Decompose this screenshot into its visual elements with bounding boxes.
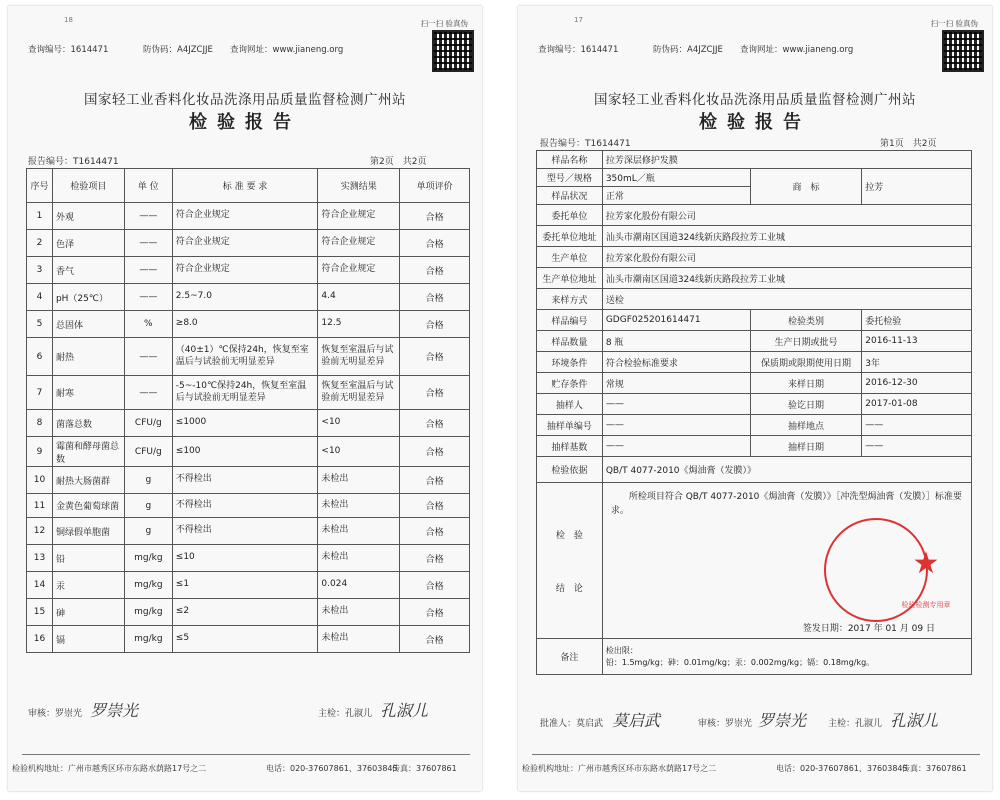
row-index-cell: 12	[27, 518, 53, 545]
unit-cell: mg/kg	[124, 572, 172, 599]
sampler-value: ——	[602, 394, 750, 415]
row-index-cell: 6	[27, 338, 53, 376]
maker-address-label: 生产单位地址	[537, 268, 603, 289]
table-row	[27, 572, 470, 599]
row-index-cell: 10	[27, 467, 53, 494]
sheet-number: 17	[574, 16, 583, 24]
measured-result-cell: 未检出	[318, 467, 400, 494]
sample-place-label: 抽样地点	[750, 415, 862, 436]
query-url: 查询网址：www.jianeng.org	[740, 45, 854, 55]
row-index-cell: 2	[27, 230, 53, 257]
sheet-number: 18	[64, 16, 73, 24]
col-header: 序号	[27, 169, 53, 203]
qr-code-icon[interactable]	[432, 30, 474, 72]
inspector-label: 主检：孔淑儿	[318, 709, 373, 719]
table-row	[27, 230, 470, 257]
col-header: 单项评价	[400, 169, 470, 203]
evaluation-cell: 合格	[400, 437, 470, 467]
measured-result-cell: 恢复至室温后与试验前无明显差异	[318, 376, 400, 410]
sampler-label: 抽样人	[537, 394, 603, 415]
sample-place-value: ——	[862, 415, 972, 436]
query-number: 查询编号：1614471	[28, 45, 109, 55]
col-header: 单 位	[124, 169, 172, 203]
evaluation-cell: 合格	[400, 599, 470, 626]
unit-cell: ——	[124, 338, 172, 376]
page-info: 第1页 共2页	[880, 139, 937, 149]
maker-value: 拉芳家化股份有限公司	[602, 247, 971, 268]
row-index-cell: 13	[27, 545, 53, 572]
arrive-label: 来样日期	[750, 373, 862, 394]
qr-code-icon[interactable]	[942, 30, 984, 72]
standard-requirement-cell: 符合企业规定	[172, 230, 318, 257]
standard-requirement-cell: （40±1）℃保持24h，恢复至室温后与试验前无明显差异	[172, 338, 318, 376]
measured-result-cell: 符合企业规定	[318, 257, 400, 284]
sample-code-value: ——	[602, 415, 750, 436]
unit-cell: g	[124, 494, 172, 518]
remarks-line-2: 铅：1.5mg/kg；砷：0.01mg/kg；汞：0.002mg/kg；镉：0.18mg/kg。	[605, 657, 875, 667]
table-row	[27, 257, 470, 284]
evaluation-cell: 合格	[400, 230, 470, 257]
prod-date-label: 生产日期或批号	[750, 331, 862, 352]
test-item-cell: 霉菌和酵母菌总数	[52, 437, 124, 467]
sampling-method-value: 送检	[602, 289, 971, 310]
trademark-label: 商 标	[750, 169, 862, 205]
table-row	[27, 284, 470, 311]
evaluation-cell: 合格	[400, 284, 470, 311]
standard-requirement-cell: -5~-10℃保持24h，恢复至室温后与试验前无明显差异	[172, 376, 318, 410]
table-row	[27, 376, 470, 410]
footer-address: 检验机构地址：广州市越秀区环市东路水荫路17号之二	[12, 764, 207, 773]
report-number: 报告编号：T1614471	[540, 139, 631, 149]
standard-requirement-cell: ≤1000	[172, 410, 318, 437]
report-title: 检验报告	[699, 112, 811, 133]
test-item-cell: 菌落总数	[52, 410, 124, 437]
row-index-cell: 16	[27, 626, 53, 653]
state-label: 样品状况	[537, 187, 603, 205]
verify-value: 2017-01-08	[862, 394, 972, 415]
col-header: 检验项目	[52, 169, 124, 203]
client-address-label: 委托单位地址	[537, 226, 603, 247]
table-row	[27, 311, 470, 338]
standard-requirement-cell: 不得检出	[172, 518, 318, 545]
page-info: 第2页 共2页	[370, 157, 427, 167]
row-index-cell: 3	[27, 257, 53, 284]
quantity-value: 8 瓶	[602, 331, 750, 352]
sample-date-label: 抽样日期	[750, 436, 862, 457]
reviewer-signature: 罗崇光	[758, 711, 807, 730]
footer-divider	[532, 754, 980, 755]
test-item-cell: 外观	[52, 203, 124, 230]
test-item-cell: 色泽	[52, 230, 124, 257]
standard-requirement-cell: 2.5~7.0	[172, 284, 318, 311]
sample-code-label: 抽样单编号	[537, 415, 603, 436]
measured-result-cell: 未检出	[318, 599, 400, 626]
storage-label: 贮存条件	[537, 373, 603, 394]
approver-signature: 莫启武	[612, 711, 661, 730]
test-item-cell: 耐热大肠菌群	[52, 467, 124, 494]
model-label: 型号／规格	[537, 169, 603, 187]
row-index-cell: 1	[27, 203, 53, 230]
standard-requirement-cell: 符合企业规定	[172, 257, 318, 284]
test-item-cell: 铅	[52, 545, 124, 572]
measured-result-cell: 未检出	[318, 545, 400, 572]
shelf-value: 3年	[862, 352, 972, 373]
footer-phone: 电话：020-37607861、37603845	[776, 764, 908, 773]
trademark-value: 拉芳	[862, 169, 972, 205]
unit-cell: mg/kg	[124, 626, 172, 653]
inspect-type-label: 检验类别	[750, 310, 862, 331]
inspector-label: 主检：孔淑儿	[828, 719, 883, 729]
test-results-table	[26, 168, 470, 653]
test-item-cell: 耐寒	[52, 376, 124, 410]
unit-cell: ——	[124, 203, 172, 230]
inspect-type-value: 委托检验	[862, 310, 972, 331]
standard-requirement-cell: ≤10	[172, 545, 318, 572]
standard-requirement-cell: ≤2	[172, 599, 318, 626]
conclusion-label-1: 检 验	[555, 530, 583, 541]
evaluation-cell: 合格	[400, 203, 470, 230]
qr-caption: 扫一扫 验真伪	[930, 19, 978, 28]
unit-cell: ——	[124, 257, 172, 284]
base-label: 抽样基数	[537, 436, 603, 457]
table-row	[27, 518, 470, 545]
test-item-cell: 耐热	[52, 338, 124, 376]
measured-result-cell: 符合企业规定	[318, 203, 400, 230]
organization-title: 国家轻工业香料化妆品洗涤用品质量监督检测广州站	[594, 92, 916, 108]
table-row	[27, 467, 470, 494]
unit-cell: ——	[124, 376, 172, 410]
sample-date-value: ——	[862, 436, 972, 457]
star-icon: ★	[912, 546, 940, 581]
sample-name-value: 拉芳深层修护发膜	[602, 151, 971, 169]
test-item-cell: pH（25℃）	[52, 284, 124, 311]
basis-label: 检验依据	[537, 457, 603, 483]
storage-value: 常规	[602, 373, 750, 394]
table-row	[27, 599, 470, 626]
stamp-text: 检验检测专用章	[901, 601, 951, 609]
test-item-cell: 汞	[52, 572, 124, 599]
test-item-cell: 铜绿假单胞菌	[52, 518, 124, 545]
unit-cell: g	[124, 467, 172, 494]
footer-address: 检验机构地址：广州市越秀区环市东路水荫路17号之二	[522, 764, 717, 773]
evaluation-cell: 合格	[400, 518, 470, 545]
verify-label: 验讫日期	[750, 394, 862, 415]
evaluation-cell: 合格	[400, 467, 470, 494]
remarks-label: 备注	[537, 639, 603, 675]
table-header-row	[27, 169, 470, 203]
unit-cell: ——	[124, 230, 172, 257]
row-index-cell: 5	[27, 311, 53, 338]
inspector-signature: 孔淑儿	[890, 711, 939, 730]
approver-label: 批准人：莫启武	[540, 719, 604, 729]
reviewer-label: 审核：罗崇光	[698, 719, 753, 729]
measured-result-cell: 符合企业规定	[318, 230, 400, 257]
state-value: 正常	[602, 187, 750, 205]
measured-result-cell: 0.024	[318, 572, 400, 599]
col-header: 实测结果	[318, 169, 400, 203]
sign-date: 签发日期：2017 年 01 月 09 日	[802, 624, 935, 634]
measured-result-cell: 恢复至室温后与试验前无明显差异	[318, 338, 400, 376]
unit-cell: CFU/g	[124, 410, 172, 437]
env-label: 环境条件	[537, 352, 603, 373]
unit-cell: mg/kg	[124, 599, 172, 626]
maker-address-value: 汕头市潮南区国道324线新庆路段拉芳工业城	[602, 268, 971, 289]
anticounterfeit-code: 防伪码：A4JZCJJE	[143, 45, 213, 55]
table-row	[27, 494, 470, 518]
table-row	[27, 338, 470, 376]
standard-requirement-cell: ≤5	[172, 626, 318, 653]
standard-requirement-cell: ≤1	[172, 572, 318, 599]
row-index-cell: 9	[27, 437, 53, 467]
test-item-cell: 镉	[52, 626, 124, 653]
measured-result-cell: 未检出	[318, 518, 400, 545]
report-page-1	[518, 6, 992, 791]
basis-value: QB/T 4077-2010《焗油膏（发膜）》	[602, 457, 971, 483]
quantity-label: 样品数量	[537, 331, 603, 352]
arrive-value: 2016-12-30	[862, 373, 972, 394]
evaluation-cell: 合格	[400, 545, 470, 572]
conclusion-text: 所检项目符合 QB/T 4077-2010《焗油膏（发膜）》［冲洗型焗油膏（发膜）］标准要求。	[610, 492, 962, 516]
footer-phone: 电话：020-37607861、37603845	[266, 764, 398, 773]
row-index-cell: 14	[27, 572, 53, 599]
remarks-cell	[602, 639, 971, 675]
model-value: 350mL／瓶	[602, 169, 750, 187]
unit-cell: ——	[124, 284, 172, 311]
base-value: ——	[602, 436, 750, 457]
client-label: 委托单位	[537, 205, 603, 226]
prod-date-value: 2016-11-13	[862, 331, 972, 352]
table-row	[27, 410, 470, 437]
standard-requirement-cell: 不得检出	[172, 494, 318, 518]
official-seal-stamp	[824, 518, 951, 622]
standard-requirement-cell: ≤100	[172, 437, 318, 467]
conclusion-label	[537, 483, 603, 639]
unit-cell: g	[124, 518, 172, 545]
organization-title: 国家轻工业香料化妆品洗涤用品质量监督检测广州站	[84, 92, 406, 108]
measured-result-cell: <10	[318, 437, 400, 467]
remarks-line-1: 检出限：	[605, 646, 638, 656]
row-index-cell: 15	[27, 599, 53, 626]
footer-divider	[22, 754, 470, 755]
footer-fax: 传真：37607861	[902, 764, 967, 773]
unit-cell: mg/kg	[124, 545, 172, 572]
unit-cell: %	[124, 311, 172, 338]
inspector-signature: 孔淑儿	[380, 701, 429, 720]
sample-no-value: GDGF025201614471	[602, 310, 750, 331]
standard-requirement-cell: ≥8.0	[172, 311, 318, 338]
evaluation-cell: 合格	[400, 338, 470, 376]
evaluation-cell: 合格	[400, 494, 470, 518]
table-row	[27, 437, 470, 467]
measured-result-cell: 未检出	[318, 626, 400, 653]
row-index-cell: 8	[27, 410, 53, 437]
measured-result-cell: 4.4	[318, 284, 400, 311]
sample-no-label: 样品编号	[537, 310, 603, 331]
report-page-2	[8, 6, 482, 791]
query-number: 查询编号：1614471	[538, 45, 619, 55]
test-item-cell: 砷	[52, 599, 124, 626]
conclusion-label-2: 结 论	[555, 583, 583, 594]
table-row	[27, 545, 470, 572]
maker-label: 生产单位	[537, 247, 603, 268]
table-row	[27, 626, 470, 653]
table-row	[27, 203, 470, 230]
client-value: 拉芳家化股份有限公司	[602, 205, 971, 226]
reviewer-signature: 罗崇光	[90, 701, 139, 720]
evaluation-cell: 合格	[400, 257, 470, 284]
row-index-cell: 7	[27, 376, 53, 410]
client-address-value: 汕头市潮南区国道324线新庆路段拉芳工业城	[602, 226, 971, 247]
env-value: 符合检验标准要求	[602, 352, 750, 373]
standard-requirement-cell: 符合企业规定	[172, 203, 318, 230]
row-index-cell: 4	[27, 284, 53, 311]
unit-cell: CFU/g	[124, 437, 172, 467]
test-item-cell: 总固体	[52, 311, 124, 338]
row-index-cell: 11	[27, 494, 53, 518]
measured-result-cell: <10	[318, 410, 400, 437]
sample-name-label: 样品名称	[537, 151, 603, 169]
query-url: 查询网址：www.jianeng.org	[230, 45, 344, 55]
reviewer-label: 审核：罗崇光	[28, 709, 83, 719]
report-number: 报告编号：T1614471	[28, 157, 119, 167]
test-item-cell: 香气	[52, 257, 124, 284]
sampling-method-label: 来样方式	[537, 289, 603, 310]
qr-caption: 扫一扫 验真伪	[420, 19, 468, 28]
evaluation-cell: 合格	[400, 572, 470, 599]
col-header: 标 准 要 求	[172, 169, 318, 203]
measured-result-cell: 12.5	[318, 311, 400, 338]
anticounterfeit-code: 防伪码：A4JZCJJE	[653, 45, 723, 55]
measured-result-cell: 未检出	[318, 494, 400, 518]
shelf-label: 保质期或限期使用日期	[750, 352, 862, 373]
evaluation-cell: 合格	[400, 311, 470, 338]
footer-fax: 传真：37607861	[392, 764, 457, 773]
test-item-cell: 金黄色葡萄球菌	[52, 494, 124, 518]
evaluation-cell: 合格	[400, 376, 470, 410]
evaluation-cell: 合格	[400, 626, 470, 653]
standard-requirement-cell: 不得检出	[172, 467, 318, 494]
evaluation-cell: 合格	[400, 410, 470, 437]
report-title: 检验报告	[189, 112, 301, 133]
